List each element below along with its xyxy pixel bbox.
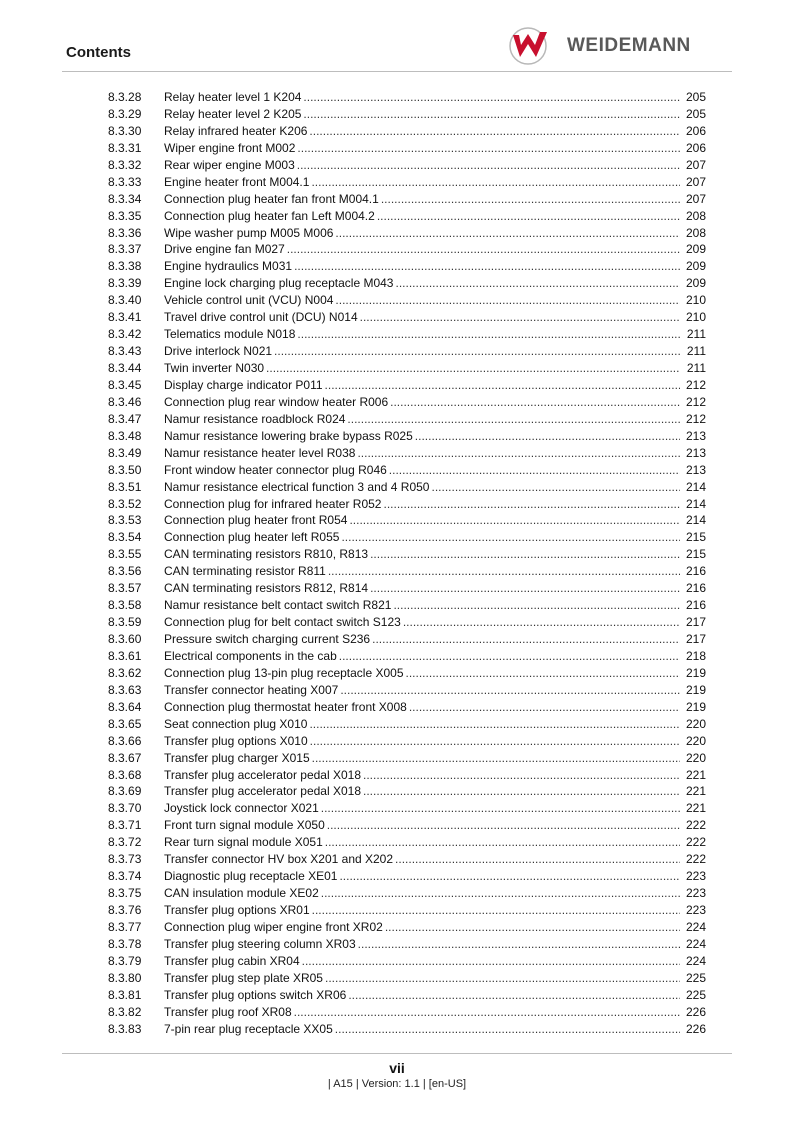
toc-entry-title: Front turn signal module X050	[164, 818, 325, 833]
toc-dot-leader	[363, 783, 680, 800]
toc-entry[interactable]	[108, 817, 706, 834]
toc-entry-title: Wipe washer pump M005 M006	[164, 225, 334, 240]
toc-dot-leader	[294, 1004, 680, 1021]
toc-dot-leader	[312, 750, 680, 767]
toc-entry[interactable]	[108, 445, 706, 462]
toc-entry-title: Relay heater level 2 K205	[164, 106, 302, 121]
toc-entry-page: 224	[685, 953, 706, 968]
toc-dot-leader	[325, 834, 680, 851]
toc-entry-title: Connection plug 13-pin plug receptacle X005	[164, 665, 404, 680]
toc-entry-title: Connection plug for infrared heater R052	[164, 496, 382, 511]
toc-entry-number: 8.3.63	[108, 682, 142, 697]
toc-entry-title: Seat connection plug X010	[164, 716, 308, 731]
toc-entry-page: 208	[685, 225, 706, 240]
toc-entry-title: Transfer plug steering column XR03	[164, 936, 356, 951]
toc-dot-leader	[297, 326, 680, 343]
toc-entry[interactable]	[108, 191, 706, 208]
toc-entry-page: 217	[685, 615, 706, 630]
toc-entry-number: 8.3.73	[108, 852, 142, 867]
toc-entry-title: Connection plug thermostat heater front X008	[164, 699, 407, 714]
toc-entry-number: 8.3.71	[108, 818, 142, 833]
toc-dot-leader	[348, 987, 680, 1004]
toc-entry-page: 212	[685, 411, 706, 426]
toc-dot-leader	[311, 174, 680, 191]
toc-entry-page: 221	[685, 767, 706, 782]
toc-entry[interactable]	[108, 123, 706, 140]
toc-entry-title: 7-pin rear plug receptacle XX05	[164, 1021, 333, 1036]
toc-entry[interactable]	[108, 309, 706, 326]
toc-dot-leader	[309, 123, 680, 140]
toc-dot-leader	[310, 733, 680, 750]
toc-entry-page: 206	[685, 140, 706, 155]
toc-entry-title: Relay heater level 1 K204	[164, 90, 302, 104]
toc-entry-title: Drive interlock N021	[164, 344, 273, 359]
toc-entry-number: 8.3.79	[108, 953, 142, 968]
toc-entry-page: 222	[685, 835, 706, 850]
toc-entry[interactable]	[108, 563, 706, 580]
toc-entry-number: 8.3.36	[108, 225, 142, 240]
toc-entry-page: 224	[685, 936, 706, 951]
toc-dot-leader	[357, 445, 680, 462]
toc-entry-page: 211	[686, 344, 706, 359]
toc-entry-number: 8.3.51	[108, 479, 142, 494]
toc-entry-title: Electrical components in the cab	[164, 648, 337, 663]
toc-dot-leader	[360, 309, 680, 326]
toc-dot-leader	[297, 140, 680, 157]
toc-entry-number: 8.3.60	[108, 632, 142, 646]
toc-entry-page: 219	[685, 665, 706, 680]
toc-entry-page: 212	[685, 377, 706, 392]
toc-entry-number: 8.3.43	[108, 344, 142, 359]
toc-entry-number: 8.3.42	[108, 327, 142, 342]
toc-entry-page: 215	[685, 547, 706, 562]
toc-entry-page: 211	[686, 361, 706, 375]
toc-entry-number: 8.3.82	[108, 1004, 142, 1019]
toc-entry-number: 8.3.32	[108, 157, 142, 172]
brand-logo	[507, 26, 691, 66]
toc-entry-page: 211	[686, 327, 706, 342]
toc-entry-number: 8.3.47	[108, 411, 142, 426]
toc-entry[interactable]	[108, 479, 706, 496]
toc-dot-leader	[335, 1021, 680, 1038]
toc-dot-leader	[303, 89, 680, 106]
toc-entry[interactable]	[108, 902, 706, 919]
toc-entry[interactable]	[108, 174, 706, 191]
toc-entry-number: 8.3.58	[108, 598, 142, 613]
toc-entry-page: 217	[685, 632, 706, 646]
toc-entry-title: Transfer plug options X010	[164, 733, 308, 748]
page-title: Contents	[66, 44, 131, 61]
toc-entry[interactable]	[108, 343, 706, 360]
toc-dot-leader	[321, 885, 680, 902]
toc-dot-leader	[328, 563, 680, 580]
toc-entry-number: 8.3.39	[108, 276, 142, 291]
toc-entry[interactable]	[108, 360, 706, 377]
toc-entry[interactable]	[108, 1004, 706, 1021]
toc-entry-title: Rear turn signal module X051	[164, 835, 323, 850]
toc-entry[interactable]	[108, 800, 706, 817]
toc-dot-leader	[377, 208, 680, 225]
toc-dot-leader	[370, 546, 680, 563]
toc-dot-leader	[389, 462, 680, 479]
document-info: | A15 | Version: 1.1 | [en-US]	[327, 1078, 467, 1090]
toc-entry[interactable]	[108, 834, 706, 851]
toc-dot-leader	[325, 970, 680, 987]
toc-dot-leader	[287, 241, 680, 258]
toc-entry[interactable]	[108, 241, 706, 258]
toc-entry-page: 209	[685, 276, 706, 291]
toc-entry-title: Display charge indicator P011	[164, 377, 323, 392]
toc-entry-page: 209	[685, 242, 706, 257]
toc-entry[interactable]	[108, 326, 706, 343]
toc-dot-leader	[294, 258, 680, 275]
toc-entry[interactable]	[108, 546, 706, 563]
toc-entry[interactable]	[108, 733, 706, 750]
toc-entry-title: Connection plug heater fan front M004.1	[164, 191, 379, 206]
toc-entry[interactable]	[108, 157, 706, 174]
toc-entry-title: Front window heater connector plug R046	[164, 462, 387, 477]
toc-dot-leader	[385, 919, 680, 936]
toc-entry[interactable]	[108, 919, 706, 936]
toc-entry-title: Transfer plug cabin XR04	[164, 953, 300, 968]
toc-entry[interactable]	[108, 292, 706, 309]
toc-dot-leader	[381, 191, 680, 208]
toc-entry-page: 207	[685, 157, 706, 172]
toc-entry[interactable]	[108, 716, 706, 733]
toc-entry-title: Vehicle control unit (VCU) N004	[164, 293, 334, 308]
toc-entry[interactable]	[108, 699, 706, 716]
toc-dot-leader	[266, 360, 680, 377]
toc-dot-leader	[383, 496, 680, 513]
toc-entry-number: 8.3.55	[108, 547, 142, 562]
toc-entry-page: 223	[685, 869, 706, 884]
toc-entry-number: 8.3.76	[108, 903, 142, 917]
toc-entry-page: 216	[685, 581, 706, 596]
toc-dot-leader	[358, 936, 680, 953]
toc-entry-title: Relay infrared heater K206	[164, 123, 308, 138]
toc-entry[interactable]	[108, 614, 706, 631]
toc-entry-page: 214	[685, 479, 706, 494]
toc-entry[interactable]	[108, 648, 706, 665]
toc-entry-number: 8.3.40	[108, 293, 142, 308]
page-number: vii	[389, 1060, 405, 1076]
toc-entry-title: Transfer plug options XR01	[164, 903, 310, 917]
toc-entry-page: 207	[685, 191, 706, 206]
toc-entry[interactable]	[108, 225, 706, 242]
toc-entry-page: 226	[685, 1021, 706, 1036]
toc-entry-title: Connection plug for belt contact switch S123	[164, 615, 401, 630]
toc-entry-number: 8.3.35	[108, 208, 142, 223]
toc-entry-page: 214	[685, 513, 706, 528]
toc-entry-number: 8.3.44	[108, 361, 142, 375]
toc-entry-page: 224	[685, 919, 706, 934]
toc-entry-page: 216	[685, 598, 706, 613]
toc-dot-leader	[390, 394, 680, 411]
toc-entry-page: 222	[685, 818, 706, 833]
toc-entry[interactable]	[108, 851, 706, 868]
toc-entry-title: Transfer plug charger X015	[164, 750, 310, 765]
table-of-contents	[108, 89, 706, 1038]
toc-entry-page: 218	[685, 648, 706, 663]
toc-entry-title: Transfer connector heating X007	[164, 682, 339, 697]
toc-entry-number: 8.3.46	[108, 394, 142, 409]
toc-dot-leader	[349, 512, 680, 529]
toc-entry-number: 8.3.34	[108, 191, 142, 206]
toc-entry-title: Transfer plug accelerator pedal X018	[164, 784, 362, 799]
toc-entry-number: 8.3.78	[108, 936, 142, 951]
toc-entry-number: 8.3.83	[108, 1021, 142, 1036]
toc-entry-page: 208	[685, 208, 706, 223]
toc-dot-leader	[339, 868, 680, 885]
toc-entry-page: 225	[685, 970, 706, 985]
toc-entry-title: Namur resistance belt contact switch R821	[164, 598, 392, 613]
toc-entry[interactable]	[108, 953, 706, 970]
toc-entry-number: 8.3.54	[108, 530, 142, 545]
brand-name: WEIDEMANN	[567, 35, 691, 56]
toc-entry[interactable]	[108, 462, 706, 479]
toc-entry-number: 8.3.72	[108, 835, 142, 850]
toc-entry-number: 8.3.59	[108, 615, 142, 630]
toc-entry-number: 8.3.74	[108, 869, 142, 884]
toc-entry-page: 215	[685, 530, 706, 545]
toc-entry[interactable]	[108, 428, 706, 445]
toc-entry[interactable]	[108, 783, 706, 800]
toc-entry-title: Transfer plug step plate XR05	[164, 970, 323, 985]
toc-entry-title: CAN terminating resistors R810, R813	[164, 547, 369, 562]
toc-entry[interactable]	[108, 258, 706, 275]
toc-entry-number: 8.3.62	[108, 665, 142, 680]
toc-dot-leader	[372, 631, 680, 648]
toc-entry-page: 205	[685, 106, 706, 121]
toc-entry-title: Transfer plug accelerator pedal X018	[164, 767, 362, 782]
toc-entry-title: Telematics module N018	[164, 327, 296, 342]
toc-entry-number: 8.3.48	[108, 428, 142, 443]
toc-entry-page: 210	[685, 293, 706, 308]
toc-entry-page: 219	[685, 682, 706, 697]
toc-entry-number: 8.3.66	[108, 733, 142, 748]
toc-entry[interactable]	[108, 987, 706, 1004]
toc-entry-title: Connection plug heater front R054	[164, 513, 348, 528]
toc-entry[interactable]	[108, 377, 706, 394]
toc-dot-leader	[415, 428, 680, 445]
toc-entry-title: Twin inverter N030	[164, 361, 265, 375]
toc-entry-title: Transfer connector HV box X201 and X202	[164, 852, 394, 867]
toc-entry-title: Connection plug heater left R055	[164, 530, 340, 545]
toc-dot-leader	[395, 851, 680, 868]
toc-entry-title: Connection plug heater fan Left M004.2	[164, 208, 375, 223]
toc-entry-page: 219	[685, 699, 706, 714]
toc-entry-title: Pressure switch charging current S236	[164, 632, 371, 646]
toc-entry[interactable]	[108, 89, 706, 106]
toc-entry-number: 8.3.28	[108, 90, 142, 104]
weidemann-logo-icon	[507, 26, 553, 66]
toc-entry[interactable]	[108, 682, 706, 699]
toc-entry[interactable]	[108, 936, 706, 953]
toc-entry-page: 212	[685, 394, 706, 409]
toc-entry-page: 206	[685, 123, 706, 138]
toc-entry[interactable]	[108, 106, 706, 123]
toc-dot-leader	[395, 275, 680, 292]
toc-entry[interactable]	[108, 411, 706, 428]
toc-dot-leader	[309, 716, 680, 733]
toc-entry-number: 8.3.30	[108, 123, 142, 138]
toc-entry-number: 8.3.31	[108, 140, 142, 155]
toc-entry[interactable]	[108, 767, 706, 784]
toc-entry-title: CAN terminating resistor R811	[164, 564, 326, 579]
toc-entry-number: 8.3.50	[108, 462, 142, 477]
toc-entry-title: Joystick lock connector X021	[164, 801, 319, 816]
toc-entry-number: 8.3.41	[108, 310, 142, 325]
toc-entry-page: 223	[685, 886, 706, 901]
toc-entry-title: Diagnostic plug receptacle XE01	[164, 869, 338, 884]
toc-dot-leader	[370, 580, 680, 597]
toc-entry[interactable]	[108, 750, 706, 767]
toc-entry-title: Namur resistance electrical function 3 and 4 R050	[164, 479, 430, 494]
toc-dot-leader	[431, 479, 680, 496]
footer-divider	[62, 1053, 732, 1054]
toc-entry[interactable]	[108, 665, 706, 682]
toc-entry-number: 8.3.52	[108, 496, 142, 511]
toc-dot-leader	[347, 411, 680, 428]
toc-entry-number: 8.3.29	[108, 106, 142, 121]
toc-dot-leader	[340, 682, 680, 699]
toc-entry[interactable]	[108, 394, 706, 411]
toc-entry[interactable]	[108, 512, 706, 529]
toc-entry-page: 223	[685, 903, 706, 917]
toc-entry-number: 8.3.69	[108, 784, 142, 799]
toc-entry-page: 222	[685, 852, 706, 867]
header-divider	[62, 71, 732, 72]
toc-entry-number: 8.3.65	[108, 716, 142, 731]
toc-entry-number: 8.3.61	[108, 648, 142, 663]
toc-entry[interactable]	[108, 208, 706, 225]
toc-entry-page: 226	[685, 1004, 706, 1019]
toc-entry-page: 221	[685, 784, 706, 799]
toc-dot-leader	[325, 377, 680, 394]
toc-entry-title: Travel drive control unit (DCU) N014	[164, 310, 358, 325]
toc-entry-title: Namur resistance heater level R038	[164, 445, 356, 460]
toc-entry-number: 8.3.77	[108, 919, 142, 934]
toc-entry-title: Wiper engine front M002	[164, 140, 296, 155]
toc-dot-leader	[406, 665, 680, 682]
toc-entry-title: Drive engine fan M027	[164, 242, 285, 257]
toc-dot-leader	[335, 292, 680, 309]
toc-entry-page: 220	[685, 733, 706, 748]
toc-dot-leader	[297, 157, 680, 174]
toc-dot-leader	[335, 225, 680, 242]
toc-entry[interactable]	[108, 496, 706, 513]
toc-dot-leader	[339, 648, 680, 665]
toc-entry-number: 8.3.68	[108, 767, 142, 782]
toc-entry-title: Engine lock charging plug receptacle M043	[164, 276, 394, 291]
toc-entry-number: 8.3.81	[108, 987, 142, 1002]
toc-entry-number: 8.3.33	[108, 174, 142, 189]
toc-dot-leader	[409, 699, 680, 716]
toc-dot-leader	[341, 529, 680, 546]
toc-entry-number: 8.3.57	[108, 581, 142, 596]
toc-entry-page: 220	[685, 716, 706, 731]
toc-entry-number: 8.3.53	[108, 513, 142, 528]
toc-entry[interactable]	[108, 140, 706, 157]
toc-dot-leader	[321, 800, 680, 817]
toc-dot-leader	[327, 817, 680, 834]
toc-entry-title: Engine heater front M004.1	[164, 174, 310, 189]
toc-entry-number: 8.3.64	[108, 699, 142, 714]
toc-entry-page: 220	[685, 750, 706, 765]
toc-entry-title: Transfer plug options switch XR06	[164, 987, 347, 1002]
toc-entry-page: 207	[685, 174, 706, 189]
toc-entry-number: 8.3.67	[108, 750, 142, 765]
toc-entry-page: 209	[685, 259, 706, 274]
toc-entry-title: CAN terminating resistors R812, R814	[164, 581, 369, 596]
toc-entry[interactable]	[108, 597, 706, 614]
toc-entry-title: Namur resistance lowering brake bypass R025	[164, 428, 413, 443]
toc-entry[interactable]	[108, 275, 706, 292]
toc-entry-number: 8.3.45	[108, 377, 142, 392]
toc-entry[interactable]	[108, 580, 706, 597]
toc-entry-page: 216	[685, 564, 706, 579]
toc-entry-title: Rear wiper engine M003	[164, 157, 295, 172]
toc-entry-page: 221	[685, 801, 706, 816]
toc-entry-title: Engine hydraulics M031	[164, 259, 293, 274]
toc-entry-page: 210	[685, 310, 706, 325]
toc-entry[interactable]	[108, 885, 706, 902]
toc-entry-number: 8.3.80	[108, 970, 142, 985]
toc-dot-leader	[274, 343, 680, 360]
toc-entry[interactable]	[108, 1021, 706, 1038]
toc-entry-page: 205	[685, 90, 706, 104]
toc-dot-leader	[302, 953, 680, 970]
toc-entry[interactable]	[108, 631, 706, 648]
toc-entry-title: Namur resistance roadblock R024	[164, 411, 346, 426]
toc-entry[interactable]	[108, 868, 706, 885]
toc-entry-number: 8.3.56	[108, 564, 142, 579]
toc-entry-page: 214	[685, 496, 706, 511]
toc-dot-leader	[303, 106, 680, 123]
toc-entry-page: 225	[685, 987, 706, 1002]
toc-entry-title: CAN insulation module XE02	[164, 886, 319, 901]
toc-entry[interactable]	[108, 970, 706, 987]
toc-dot-leader	[363, 767, 680, 784]
toc-dot-leader	[312, 902, 680, 919]
toc-entry-title: Connection plug rear window heater R006	[164, 394, 389, 409]
toc-entry-number: 8.3.70	[108, 801, 142, 816]
toc-entry-page: 213	[685, 428, 706, 443]
toc-entry-number: 8.3.37	[108, 242, 142, 257]
toc-entry-number: 8.3.75	[108, 886, 142, 901]
toc-entry-title: Transfer plug roof XR08	[164, 1004, 292, 1019]
toc-dot-leader	[393, 597, 680, 614]
toc-entry[interactable]	[108, 529, 706, 546]
toc-entry-number: 8.3.38	[108, 259, 142, 274]
toc-entry-number: 8.3.49	[108, 445, 142, 460]
toc-entry-page: 213	[685, 462, 706, 477]
toc-entry-page: 213	[685, 445, 706, 460]
toc-dot-leader	[403, 614, 680, 631]
toc-entry-title: Connection plug wiper engine front XR02	[164, 919, 383, 934]
